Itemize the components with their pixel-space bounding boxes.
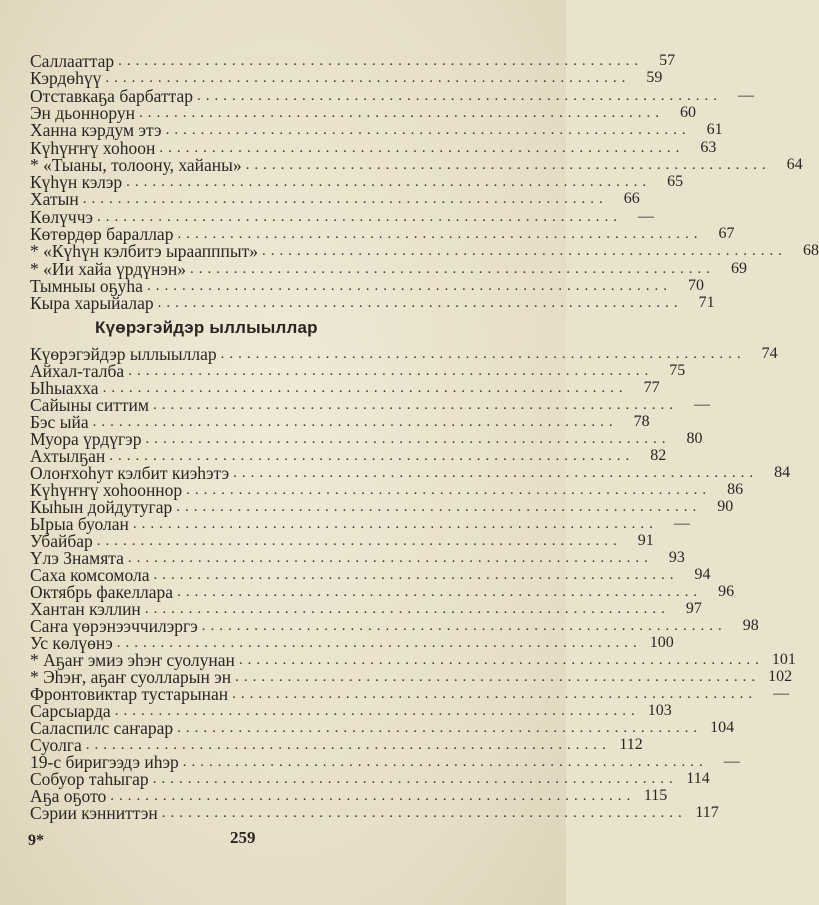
- toc-entry-title: Саҥа үөрэнээччилэргэ: [30, 616, 198, 636]
- toc-entry-title: Собуор таһыгар: [30, 769, 149, 789]
- toc-entry: [30, 275, 704, 296]
- toc-entry: [30, 803, 719, 823]
- toc-entry-page: 68: [803, 242, 819, 260]
- toc-entry-page: 59: [646, 69, 663, 87]
- dot-leader: ............................................................: [92, 414, 618, 430]
- toc-entry-title: Тымныы оҕуһа: [30, 275, 143, 296]
- toc-entry-title: * Эһэҥ, аҕаҥ суолларын эн: [30, 667, 232, 687]
- toc-entry-title: Ус көлүөнэ: [30, 633, 113, 653]
- dot-leader: ............................................................: [235, 669, 761, 685]
- dot-leader: ............................................................: [128, 363, 654, 379]
- toc-entry-page: 96: [718, 583, 735, 600]
- toc-entry-title: Сарсыарда: [30, 701, 111, 721]
- toc-entry-page: 103: [647, 702, 672, 719]
- toc-entry-page: 71: [698, 294, 715, 312]
- toc-entry-page: 90: [717, 498, 734, 515]
- toc-entry-page: —: [723, 753, 740, 770]
- toc-entry-page: 86: [727, 481, 744, 498]
- toc-entry-title: Ахтылҕан: [30, 446, 106, 466]
- toc-entry: [30, 293, 715, 314]
- toc-entry-title: Хантан кэллин: [30, 599, 141, 619]
- toc-entry-page: 100: [649, 634, 674, 651]
- toc-entry-page: 66: [623, 190, 640, 208]
- dot-leader: ............................................................: [262, 243, 788, 260]
- toc-entry-page: 114: [686, 770, 710, 787]
- toc-entry-page: 70: [687, 276, 704, 294]
- dot-leader: ............................................................: [102, 380, 628, 396]
- toc-entry-title: Көтөрдөр бараллар: [30, 224, 174, 244]
- toc-entry-title: Айхал-талба: [30, 361, 125, 381]
- toc-entry: [30, 120, 723, 141]
- toc-entry: [30, 718, 735, 738]
- toc-entry-page: —: [673, 515, 690, 532]
- toc-entry-title: Ыһыахха: [30, 378, 99, 398]
- dot-leader: ............................................................: [189, 260, 715, 277]
- toc-entry-title: Кэрдөһүү: [30, 68, 102, 89]
- dot-leader: ............................................................: [97, 208, 623, 225]
- dot-leader: ............................................................: [118, 53, 644, 69]
- toc-entry: [30, 51, 676, 71]
- toc-entry-page: 112: [619, 736, 643, 753]
- toc-entry-page: 93: [668, 549, 685, 566]
- toc-entry-title: Күөрэгэйдэр ыллыыллар: [30, 344, 217, 364]
- toc-entry: [30, 206, 655, 227]
- page-number: 259: [230, 828, 256, 847]
- toc-entry-page: 80: [686, 430, 703, 447]
- dot-leader: ............................................................: [177, 720, 703, 736]
- toc-entry-page: 98: [742, 617, 759, 634]
- dot-leader: ............................................................: [233, 465, 759, 481]
- dot-leader: ............................................................: [157, 295, 683, 312]
- toc-entry-page: 63: [700, 138, 717, 156]
- toc-entry-title: Убайбар: [30, 531, 93, 551]
- toc-entry-title: Сайыны ситтим: [30, 395, 149, 415]
- toc-entry-title: Күһүн кэлэр: [30, 172, 123, 193]
- dot-leader: ............................................................: [159, 139, 685, 156]
- toc-entry-page: 101: [771, 651, 796, 668]
- toc-entry-title: Хатын: [30, 189, 79, 210]
- toc-entry-page: 57: [659, 52, 676, 69]
- toc-entry-title: Фронтовиктар тустарынан: [30, 684, 229, 704]
- toc-entry-title: Кыһын дойдутугар: [30, 497, 173, 517]
- toc-entry-page: 60: [680, 103, 697, 121]
- dot-leader: ............................................................: [238, 652, 764, 668]
- toc-entry-title: Олоҥхоһут кэлбит киэһэтэ: [30, 463, 230, 483]
- toc-entry-page: 67: [718, 225, 735, 242]
- toc-entry-title: Аҕа оҕото: [30, 786, 107, 806]
- toc-entry-page: 74: [761, 345, 778, 362]
- toc-entry-title: Отставкаҕа барбаттар: [30, 85, 193, 106]
- dot-leader: ............................................................: [197, 87, 722, 104]
- dot-leader: ............................................................: [96, 533, 622, 549]
- toc-entry: [30, 395, 710, 415]
- dot-leader: ............................................................: [85, 737, 611, 753]
- toc-entry-page: 75: [669, 362, 686, 379]
- toc-entry-title: * «Ии хайа үрдүнэн»: [30, 258, 186, 279]
- dot-leader: ............................................................: [132, 516, 658, 532]
- toc-entry: [30, 224, 735, 244]
- toc-entry-title: Күһүҥҥү хоһоон: [30, 137, 156, 158]
- dot-leader: ............................................................: [146, 277, 672, 294]
- toc-entry-title: Суолга: [30, 735, 82, 755]
- dot-leader: ............................................................: [145, 431, 671, 447]
- toc-entry-title: Саласпилс саҥарар: [30, 718, 174, 738]
- toc-entry-page: 117: [695, 804, 719, 821]
- toc-entry: [30, 172, 684, 193]
- toc-entry-title: Үлэ Знамята: [30, 548, 124, 568]
- toc-entry-title: Сэрии кэнниттэн: [30, 803, 158, 823]
- toc-entry-title: Ырыа буолан: [30, 514, 129, 534]
- toc-entry-title: Эн дьоннорун: [30, 102, 136, 123]
- toc-entry-title: Бэс ыйа: [30, 412, 89, 432]
- toc-entry-page: —: [738, 86, 754, 104]
- dot-leader: ............................................................: [165, 122, 691, 139]
- toc-entry: [30, 189, 640, 210]
- dot-leader: ............................................................: [245, 156, 771, 173]
- toc-entry-page: 82: [650, 447, 667, 464]
- dot-leader: ............................................................: [177, 226, 703, 242]
- toc-entry: [30, 137, 717, 158]
- dot-leader: ............................................................: [105, 70, 631, 87]
- dot-leader: ............................................................: [182, 754, 708, 770]
- toc-entry-page: 94: [694, 566, 711, 583]
- dot-leader: ............................................................: [201, 618, 727, 634]
- dot-leader: ............................................................: [116, 635, 642, 651]
- dot-leader: ............................................................: [152, 397, 678, 413]
- toc-entry-page: 97: [685, 600, 702, 617]
- toc-entry-page: 64: [786, 155, 803, 173]
- toc-entry-title: * Аҕаҥ эмиэ эһэҥ суолунан: [30, 650, 235, 670]
- printer-signature-mark: 9*: [28, 832, 44, 849]
- toc-entry-page: 104: [710, 719, 735, 736]
- toc-entry-page: —: [693, 396, 710, 413]
- toc-entry-page: 115: [643, 787, 668, 804]
- toc-entry: [30, 154, 803, 175]
- dot-leader: ............................................................: [153, 567, 679, 583]
- toc-entry: [30, 241, 819, 262]
- dot-leader: ............................................................: [127, 550, 653, 566]
- toc-entry-title: Ханна кэрдум этэ: [30, 120, 162, 141]
- dot-leader: ............................................................: [82, 191, 608, 208]
- toc-entry-page: —: [638, 207, 655, 225]
- toc-entry: [30, 68, 663, 89]
- toc-entry: [30, 102, 697, 123]
- toc-entry-title: * «Тыаны, толоону, хайаны»: [30, 154, 242, 175]
- toc-entry-title: Күһүҥҥү хоһооннор: [30, 480, 183, 500]
- toc-entry-title: Саллааттар: [30, 51, 115, 71]
- toc-entry-title: Кыра харыйалар: [30, 293, 154, 314]
- toc-entry-page: 84: [774, 464, 791, 481]
- dot-leader: ............................................................: [232, 686, 758, 702]
- dot-leader: ............................................................: [152, 771, 678, 787]
- toc-entry-page: 77: [643, 379, 660, 396]
- dot-leader: ............................................................: [126, 174, 652, 191]
- toc-entry: [30, 85, 754, 106]
- toc-entry-page: 102: [768, 668, 793, 685]
- dot-leader: ............................................................: [110, 788, 636, 804]
- toc-entry-title: Муора үрдүгэр: [30, 429, 142, 449]
- toc-entry-title: * «Күһүн кэлбитэ ыраапппыт»: [30, 241, 259, 262]
- dot-leader: ............................................................: [109, 448, 635, 464]
- toc-entry-page: 69: [730, 259, 747, 277]
- dot-leader: ............................................................: [161, 805, 687, 821]
- dot-leader: ............................................................: [186, 482, 712, 498]
- toc-entry-title: Көлүччэ: [30, 206, 94, 227]
- dot-leader: ............................................................: [144, 601, 670, 617]
- toc-entry-title: Саха комсомола: [30, 565, 150, 585]
- toc-entry-page: 65: [667, 173, 684, 191]
- dot-leader: ............................................................: [139, 104, 665, 121]
- toc-entry: [30, 258, 747, 279]
- section-heading: Күөрэгэйдэр ыллыыллар: [95, 318, 318, 337]
- dot-leader: ............................................................: [220, 346, 746, 362]
- toc-entry-title: 19-с биригээдэ иһэр: [30, 752, 179, 772]
- dot-leader: ............................................................: [176, 499, 702, 515]
- toc-entry-page: 61: [706, 121, 723, 139]
- toc-entry-page: 78: [633, 413, 650, 430]
- toc-entry-title: Октябрь факеллара: [30, 582, 174, 602]
- toc-entry-page: 91: [637, 532, 654, 549]
- toc-entry-page: —: [773, 685, 790, 702]
- dot-leader: ............................................................: [177, 584, 703, 600]
- dot-leader: ............................................................: [114, 703, 640, 719]
